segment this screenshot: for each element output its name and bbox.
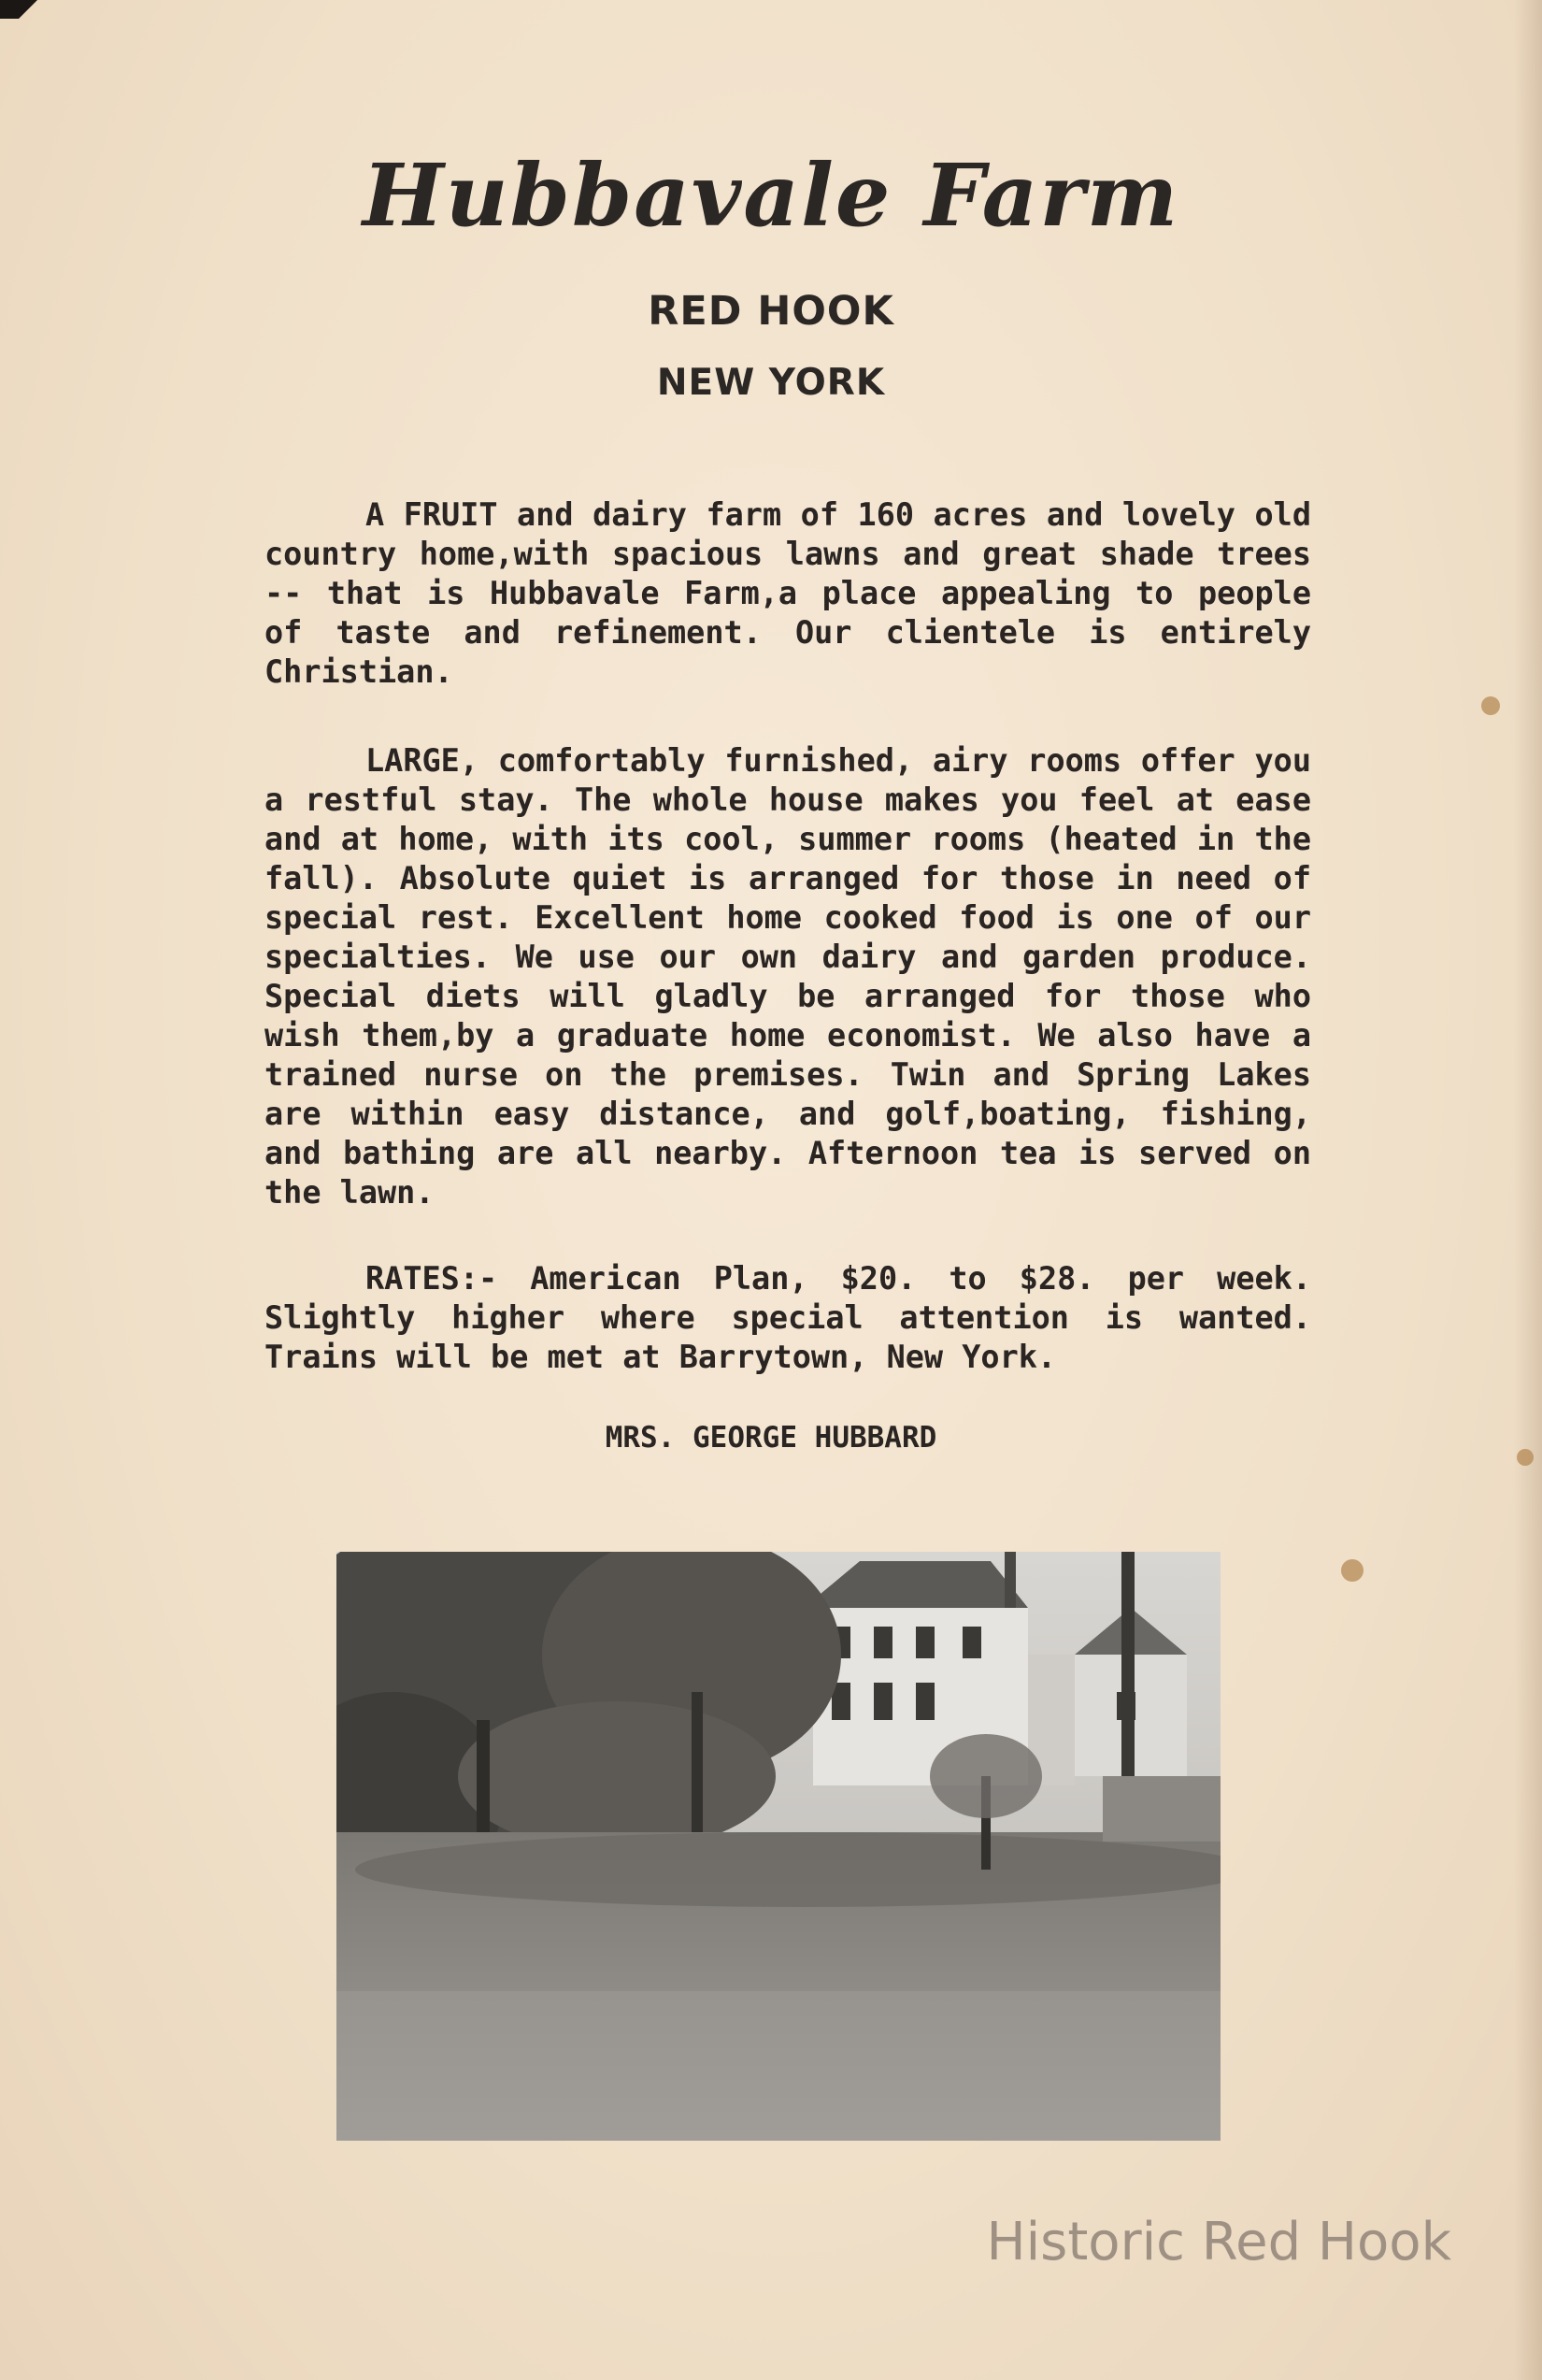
page-edge [1514, 0, 1542, 2380]
signature-line: MRS. GEORGE HUBBARD [605, 1421, 937, 1455]
stain-spot [1481, 696, 1500, 715]
page-title: Hubbavale Farm [362, 145, 1180, 246]
paragraph-rates [264, 1259, 1311, 1377]
paragraph-text: LARGE, comfortably furnished, airy rooms offer you a restful stay. The whole house makes you feel at ease and at home, with its cool, summer rooms (heated in the fall). Absolute quiet is arranged for those in need of special rest. Excellent home cooked food is one of our specialties. We use our own dairy and garden produce. Special diets will gladly be arranged for those who wish them,by a graduate home economist. We also have a trained nurse on the premises. Twin and Spring Lakes are within easy distance, and golf,boating, fishing, and bathing are all nearby. Afternoon tea is served on the lawn. [264, 742, 1311, 1211]
farmhouse-photo [336, 1552, 1221, 2141]
location-town: RED HOOK [648, 288, 894, 335]
stain-spot [1341, 1559, 1364, 1582]
paragraph-text: RATES:- American Plan, $20. to $28. per week. Slightly higher where special attention is wanted. Trains will be met at Barrytown, New York. [264, 1260, 1311, 1375]
watermark-text: Historic Red Hook [986, 2212, 1451, 2272]
paragraph-text: A FRUIT and dairy farm of 160 acres and lovely old country home,with spacious lawns and great shade trees -- that is Hubbavale Farm,a place appealing to people of taste and refinement. Our clientele is entirely Christian. [264, 496, 1311, 690]
paragraph-rooms [264, 741, 1311, 1212]
paragraph-intro [264, 495, 1311, 692]
location-state: NEW YORK [656, 362, 886, 404]
corner-tear [0, 0, 37, 19]
